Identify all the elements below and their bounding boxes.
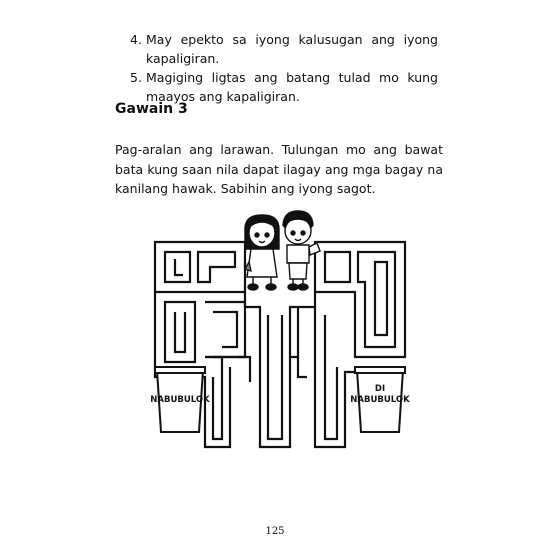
children-figures bbox=[245, 211, 320, 290]
list-item bbox=[130, 30, 438, 68]
page-number: 125 bbox=[265, 526, 285, 537]
bin-label-right-line1: DI bbox=[374, 384, 386, 394]
list-item-text: Magiging ligtas ang batang tulad mo kung maayos ang kapaligiran. bbox=[146, 70, 438, 104]
section-heading: Gawain 3 bbox=[115, 101, 188, 117]
bin-label-right-line2: NABUBULOK bbox=[350, 395, 410, 405]
list-item-number: 5. bbox=[130, 70, 142, 85]
girl-figure bbox=[245, 215, 279, 290]
list-item-text: May epekto sa iyong kalusugan ang iyong kapaligiran. bbox=[146, 32, 438, 66]
bin-nabubulok bbox=[150, 367, 210, 432]
maze-illustration bbox=[150, 207, 410, 457]
numbered-list bbox=[130, 30, 438, 106]
bin-label-left: NABUBULOK bbox=[150, 395, 210, 405]
bin-di-nabubulok bbox=[350, 367, 410, 432]
instructions-paragraph: Pag-aralan ang larawan. Tulungan mo ang bawat bata kung saan nila dapat ilagay ang mga bagay na kanilang hawak. Sabihin ang iyong sagot. bbox=[115, 142, 443, 196]
list-item-number: 4. bbox=[130, 32, 142, 47]
